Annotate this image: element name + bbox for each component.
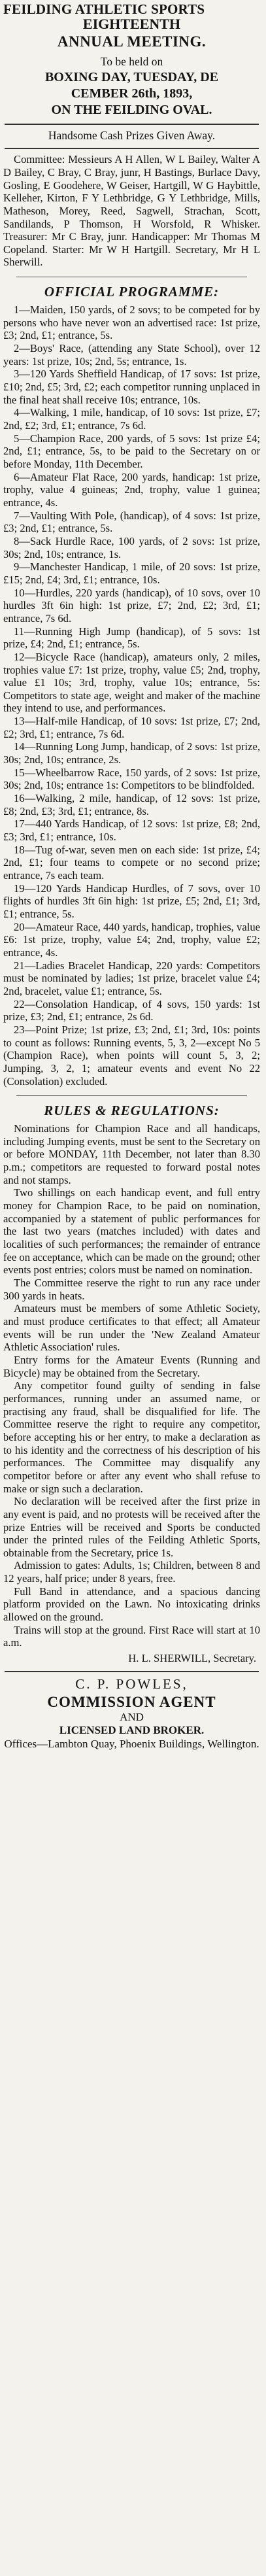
programme-event: 17—440 Yards Handicap, of 12 sovs: 1st prize, £8; 2nd, £3; 3rd, £1; entrance, 10s.: [3, 817, 260, 844]
programme-event: 12—Bicycle Race (handicap), amateurs only, 2 miles, trophies value £7: 1st prize, trophy, value £5; 2nd, trophy, value £1 10s; 3rd, trophy, value 10s; entrance, 5s: Competitors to state age, weight and maker of the machine they intend to use, and performances.: [3, 650, 260, 715]
rules-paragraph: Full Band in attendance, and a spacious dancing platform provided on the Lawn. No intoxicating drinks allowed on the ground.: [3, 1585, 260, 1624]
divider: [5, 124, 259, 125]
programme-event: 2—Boys' Race, (attending any State School), over 12 years: 1st prize, 10s; 2nd, 5s; entrance, 1s.: [3, 342, 260, 368]
programme-event: 8—Sack Hurdle Race, 100 yards, of 2 sovs: 1st prize, 30s; 2nd, 10s; entrance, 1s.: [3, 534, 260, 560]
venue-text: ON THE FEILDING OVAL.: [51, 102, 212, 117]
programme-event: 20—Amateur Race, 440 yards, handicap, trophies, value £6: 1st prize, trophy, value £4; 2nd, trophy, value £2; entrance, 4s.: [3, 920, 260, 959]
prizes-text: Handsome Cash Prizes Given Away.: [48, 128, 216, 142]
programme-event: 11—Running High Jump (handicap), of 5 sovs: 1st prize, £4; 2nd, £1; entrance, 5s.: [3, 625, 260, 651]
committee-paragraph: Committee: Messieurs A H Allen, W L Bailey, Walter A D Bailey, C Bray, C Bray, junr, H Bastings, Burlace Davy, Gosling, E Goodehere, W Geiser, Hartgill, W G Haybittle, Kelleher, Kirton, F Y Lethbridge, G Y Lethbridge, Mills, Matheson, Morey, Reed, Sagwell, Strachan, Scott, Sandilands, P Thomson, H Worsfold, R Whisker. Treasurer: Mr C Bray, junr. Handicapper: Mr Thomas M Copeland. Starter: Mr W H Hartgill. Secretary, Mr H L Sherwill.: [3, 153, 260, 269]
rules-heading: RULES & REGULATIONS:: [44, 1103, 220, 1119]
programme-event: 3—120 Yards Sheffield Handicap, of 17 sovs: 1st prize, £10; 2nd, £5; 3rd, £2; each competitor running unplaced in the final heat shall receive 10s; entrance, 10s.: [3, 368, 260, 406]
date-line-2: CEMBER 26th, 1893,: [71, 86, 193, 101]
held-on-text: To be held on: [100, 55, 163, 69]
rules-paragraph: Entry forms for the Amateur Events (Running and Bicycle) may be obtained from the Secretary.: [3, 1353, 260, 1379]
programme-event: 22—Consolation Handicap, of 4 sovs, 150 yards: 1st prize, £3; 2nd, £1; entrance, 2s 6d.: [3, 997, 260, 1023]
programme-event: 19—120 Yards Handicap Hurdles, of 7 sovs, over 10 flights of hurdles 3ft 6in high: 1st prize, £5; 2nd, £1; 3rd, £1; entrance, 5s.: [3, 882, 260, 920]
rules-paragraph: The Committee reserve the right to run any race under 300 yards in heats.: [3, 1277, 260, 1302]
agent-title: COMMISSION AGENT: [47, 1694, 216, 1711]
divider: [5, 1671, 259, 1672]
programme-event: 5—Champion Race, 200 yards, of 5 sovs: 1st prize £4; 2nd, £1; entrance, 5s, to be paid to the Secretary on or before Monday, 11th December.: [3, 432, 260, 470]
rules-paragraph: Admission to gates: Adults, 1s; Children, between 8 and 12 years, half price; under 8 years, free.: [3, 1559, 260, 1585]
agent-and: AND: [120, 1711, 144, 1724]
rules-paragraph: No declaration will be received after the first prize in any event is paid, and no protests will be received after the prize Entries will be received and Sports be conducted under the printed rules of the Feilding Athletic Sports, obtainable from the Secretary, price 1s.: [3, 1495, 260, 1559]
rules-paragraph: Amateurs must be members of some Athletic Society, and must produce certificates to that effect; all Amateur events will be run under the 'New Zealand Amateur Athletic Association' rules.: [3, 1302, 260, 1354]
programme-event: 13—Half-mile Handicap, of 10 sovs: 1st prize, £7; 2nd, £2; 3rd, £1; entrance, 7s 6d.: [3, 715, 260, 740]
divider: [16, 1095, 247, 1096]
page-title: FEILDING ATHLETIC SPORTS: [3, 1, 205, 17]
secretary-signature: H. L. SHERWILL, Secretary.: [128, 1652, 256, 1665]
programme-event: 16—Walking, 2 mile, handicap, of 12 sovs: 1st prize, £8; 2nd, £3; 3rd, £1; entrance, 8s.: [3, 792, 260, 817]
agent-advertisement: [3, 1676, 260, 1751]
agent-license: LICENSED LAND BROKER.: [59, 1724, 205, 1737]
programme-heading: OFFICIAL PROGRAMME:: [44, 284, 220, 300]
programme-event: 6—Amateur Flat Race, 200 yards, handicap: 1st prize, trophy, value 4 guineas; 2nd, trophy, value 1 guinea; entrance, 4s.: [3, 470, 260, 509]
programme-event: 10—Hurdles, 220 yards (handicap), of 10 sovs, over 10 hurdles 3ft 6in high: 1st prize, £7; 2nd, £2; 3rd, £1; entrance, 7s 6d.: [3, 586, 260, 625]
meeting-label: ANNUAL MEETING.: [57, 33, 207, 50]
edition-label: EIGHTEENTH: [82, 16, 181, 33]
programme-event: 4—Walking, 1 mile, handicap, of 10 sovs: 1st prize, £7; 2nd, £2; 3rd, £1; entrance, 7s 6d.: [3, 406, 260, 432]
programme-event: 21—Ladies Bracelet Handicap, 220 yards: Competitors must be nominated by ladies; 1st prize, bracelet value £4; 2nd, bracelet, value £1; entrance, 5s.: [3, 959, 260, 997]
programme-event: 15—Wheelbarrow Race, 150 yards, of 2 sovs: 1st prize, 30s; 2nd, 10s; entrance 1s: Competitors to be blindfolded.: [3, 766, 260, 792]
programme-event: 9—Manchester Handicap, 1 mile, of 20 sovs: 1st prize, £15; 2nd, £4; 3rd, £1; entrance, 10s.: [3, 560, 260, 586]
programme-event: 23—Point Prize; 1st prize, £3; 2nd, £1; 3rd, 10s: points to count as follows: Running events, 5, 3, 2—except No 5 (Champion Race), when points will count 5, 3, 2; Jumping, 3, 2, 1; amateur events and event No 22 (Consolation) excluded.: [3, 1023, 260, 1088]
programme-list: [3, 303, 260, 1088]
agent-offices: Offices—Lambton Quay, Phoenix Buildings, Wellington.: [4, 1737, 259, 1750]
rules-paragraph: Any competitor found guilty of sending in false performances, running under an assumed name, or practising any fraud, shall be disqualified for life. The Committee reserve the right to require any competitor, before accepting his or her entry, to make a declaration as to his identity and the correctness of his description of his performances. The Committee may disqualify any competitor before or after any event who shall refuse to make or sign such a declaration.: [3, 1379, 260, 1495]
rules-list: [3, 1122, 260, 1649]
programme-event: 14—Running Long Jump, handicap, of 2 sovs: 1st prize, 30s; 2nd, 10s; entrance, 2s.: [3, 740, 260, 766]
agent-name: C. P. POWLES,: [75, 1676, 188, 1692]
date-line-1: BOXING DAY, TUESDAY, DE: [44, 69, 219, 84]
rules-paragraph: Trains will stop at the ground. First Race will start at 10 a.m.: [3, 1623, 260, 1649]
programme-event: 18—Tug of-war, seven men on each side: 1st prize, £4; 2nd, £1; four teams to compete or no second prize; entrance, 7s each team.: [3, 843, 260, 882]
rules-paragraph: Nominations for Champion Race and all handicaps, including Jumping events, must be sent to the Secretary on or before MONDAY, 11th December, not later than 8.30 p.m.; competitors are requested to forward postal notes and not stamps.: [3, 1122, 260, 1186]
programme-event: 1—Maiden, 150 yards, of 2 sovs; to be competed for by persons who have never won an advertised race: 1st prize, £3; 2nd, £1; entrance, 5s.: [3, 303, 260, 342]
divider: [5, 148, 259, 149]
programme-event: 7—Vaulting With Pole, (handicap), of 4 sovs: 1st prize, £3; 2nd, £1; entrance, 5s.: [3, 509, 260, 535]
rules-paragraph: Two shillings on each handicap event, and full entry money for Champion Race, to be paid on nomination, accompanied by a statement of public performances for the last two years (matches included) with dates and localities of such performances; the remainder of entrance fee on acceptance, which can be made on the ground; other events post entries; colors must be named on nomination.: [3, 1186, 260, 1277]
